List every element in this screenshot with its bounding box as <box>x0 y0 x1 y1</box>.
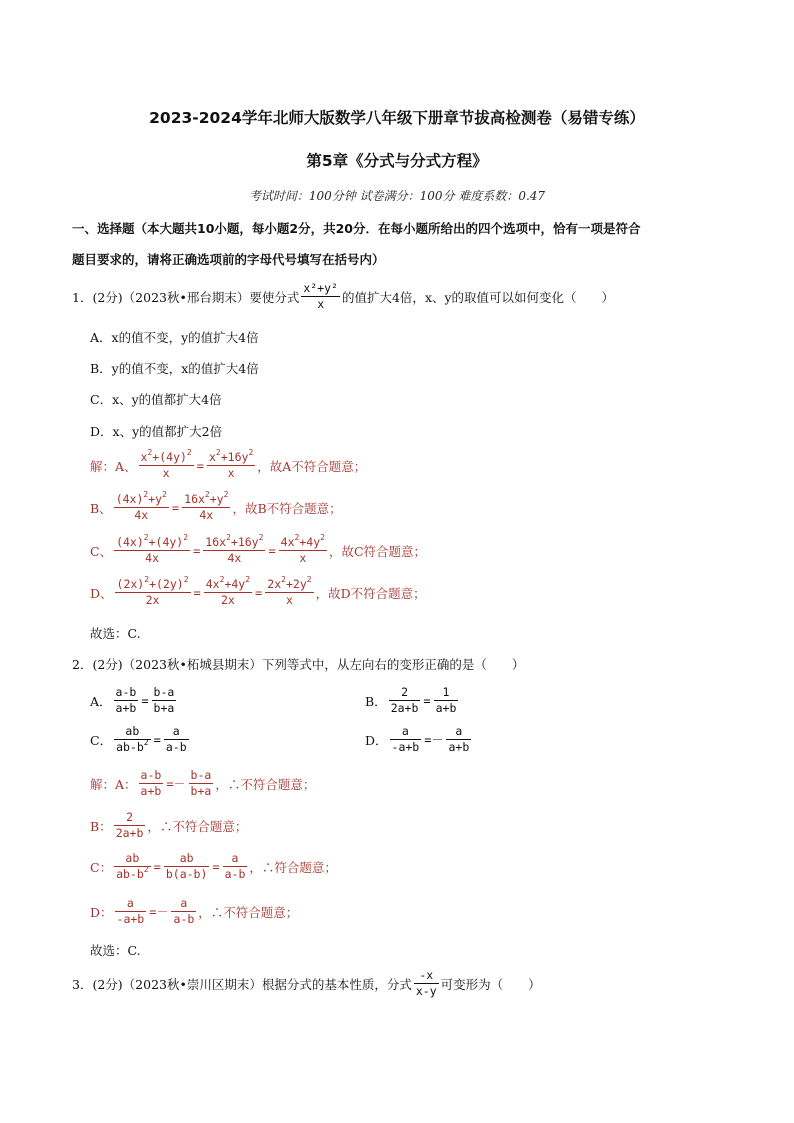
q1-solution-a: 解：A、 $\frac{x^2+(4y)^2}{x}$ = $\frac{x^2+16y^2}{x}$ ，故A不符合题意； <box>90 448 367 480</box>
q1-solution-b: B、 $\frac{(4x)^2+y^2}{4x}$ = $\frac{16x^2+y^2}{4x}$ ，故B不符合题意； <box>90 490 342 522</box>
chapter-subtitle: 第5章《分式与分式方程》 <box>306 152 488 170</box>
q1-sol-a-label: 解：A、 <box>90 458 137 474</box>
q1-sol-b-frac2: $\frac{16x^2+y^2}{4x}$ <box>184 490 229 522</box>
q1-sol-c-frac2: $\frac{16x^2+16y^2}{4x}$ <box>205 533 264 565</box>
q2-solution-a: 解：A： $\frac{a-b}{a+b}$ =－ $\frac{b-a}{b+a}$ ，∴不符合题意； <box>90 768 316 798</box>
q1-option-a: A．x的值不变，y的值扩大4倍 <box>90 330 259 345</box>
q3-fraction <box>414 968 439 999</box>
q1-sol-c-frac3: $\frac{4x^2+4y^2}{x}$ <box>280 533 325 565</box>
q2-option-a: A． $\frac{a-b}{a+b}$ = $\frac{b-a}{b+a}$ <box>90 685 175 715</box>
q1-option-c: C．x、y的值都扩大4倍 <box>90 392 222 407</box>
q1-sol-d-frac2: $\frac{4x^2+4y^2}{2x}$ <box>205 575 251 607</box>
exam-info: 考试时间：100分钟 试卷满分：100分 难度系数：0.47 <box>248 189 546 203</box>
q2-answer: 故选：C. <box>90 943 141 958</box>
q1-sol-d-frac3: $\frac{2x^2+2y^2}{x}$ <box>267 575 312 607</box>
q1-sol-d-label: D、 <box>90 585 113 601</box>
q1-solution-c: C、 $\frac{(4x)^2+(4y)^2}{4x}$ = $\frac{16x^2+16y^2}{4x}$ = $\frac{4x^2+4y^2}{x}$ ，故C符合题意； <box>90 533 427 565</box>
section-heading-line1: 一、选择题（本大题共10小题，每小题2分，共20分．在每小题所给出的四个选项中，恰有一项是符合 <box>72 221 641 236</box>
q3-prefix: 3．(2分)（2023秋•崇川区期末）根据分式的基本性质，分式 <box>72 976 412 992</box>
q2-option-d: D． $\frac{a}{-a+b}$ =－ $\frac{a}{a+b}$ <box>365 724 470 754</box>
q1-sol-c-label: C、 <box>90 543 113 559</box>
q1-fraction <box>301 281 340 312</box>
q1-frac-den: x <box>317 297 325 311</box>
question-3 <box>72 968 541 999</box>
q1-sol-b-text: ，故B不符合题意； <box>232 500 342 516</box>
q1-sol-c-text: ，故C符合题意； <box>328 543 427 559</box>
q2-solution-c: C： $\frac{ab}{ab-b^2}$ = $\frac{ab}{b(a-b)}$ = $\frac{a}{a-b}$ ，∴符合题意； <box>90 851 337 881</box>
q1-solution-d: D、 $\frac{(2x)^2+(2y)^2}{2x}$ = $\frac{4x^2+4y^2}{2x}$ = $\frac{2x^2+2y^2}{x}$ ，故D不符合题意； <box>90 575 426 607</box>
question-2: 2．(2分)（2023秋•柘城县期末）下列等式中，从左向右的变形正确的是（ ） <box>72 657 525 672</box>
q3-suffix: 可变形为（ ） <box>440 976 541 992</box>
q2-solution-d: D： $\frac{a}{-a+b}$ =－ $\frac{a}{a-b}$ ，∴不符合题意； <box>90 896 299 926</box>
section-heading-line2: 题目要求的，请将正确选项前的字母代号填写在括号内） <box>72 252 385 267</box>
q1-suffix: 的值扩大4倍，x、y的取值可以如何变化（ ） <box>341 289 615 305</box>
document-title: 2023-2024学年北师大版数学八年级下册章节拔高检测卷（易错专练） <box>149 109 645 127</box>
q1-sol-b-frac1: $\frac{(4x)^2+y^2}{4x}$ <box>115 490 167 522</box>
q1-sol-d-frac1: $\frac{(2x)^2+(2y)^2}{2x}$ <box>116 575 189 607</box>
q1-option-d: D．x、y的值都扩大2倍 <box>90 424 223 439</box>
q1-sol-c-frac1: $\frac{(4x)^2+(4y)^2}{4x}$ <box>116 533 189 565</box>
q1-sol-d-text: ，故D不符合题意； <box>315 585 426 601</box>
q2-solution-b: B： $\frac{2}{2a+b}$ ，∴不符合题意； <box>90 810 248 840</box>
q1-frac-num: x²+y² <box>303 281 338 295</box>
q3-frac-den: x-y <box>415 984 437 998</box>
q1-sol-a-text: ，故A不符合题意； <box>257 458 367 474</box>
question-1 <box>72 281 614 312</box>
q1-sol-a-frac1: $\frac{x^2+(4y)^2}{x}$ <box>140 448 192 480</box>
q1-option-b: B．y的值不变，x的值扩大4倍 <box>90 361 259 376</box>
q1-answer: 故选：C. <box>90 626 141 641</box>
q1-sol-b-label: B、 <box>90 500 112 516</box>
q2-option-c: C． $\frac{ab}{ab-b^2}$ = $\frac{a}{a-b}$ <box>90 724 187 754</box>
q1-prefix: 1．(2分)（2023秋•邢台期末）要使分式 <box>72 289 300 305</box>
q3-frac-num: -x <box>414 968 439 984</box>
q1-sol-a-frac2: $\frac{x^2+16y^2}{x}$ <box>208 448 254 480</box>
q2-option-b: B． $\frac{2}{2a+b}$ = $\frac{1}{a+b}$ <box>365 685 457 715</box>
